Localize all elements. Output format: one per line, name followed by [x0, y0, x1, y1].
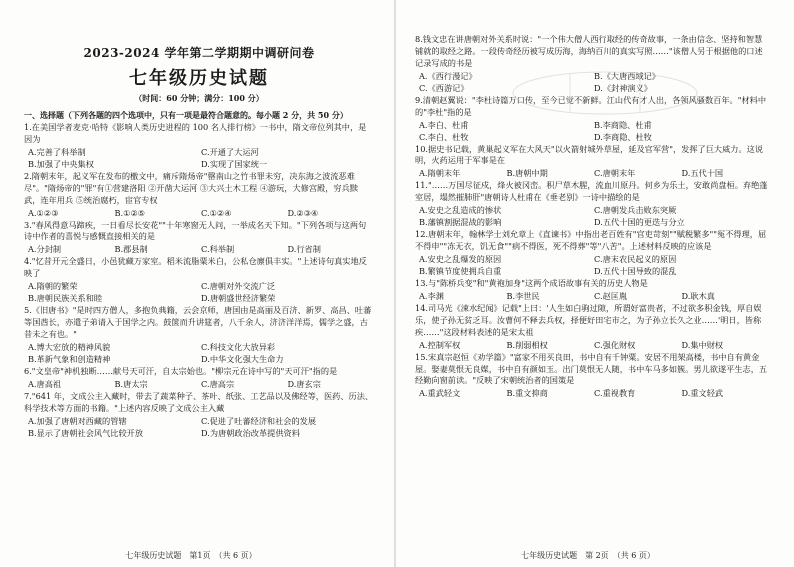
answer-option: A.加强了唐朝对西藏的管辖	[28, 415, 127, 426]
question-stem: 14.司马光《涑水纪闻》记载"上曰：'人生如白驹过隙，所谓好富贵者，不过欲多积金钱，厚自娱乐，使子孙无贫乏耳。汝曹何不释去兵权，择便好田宅市之，为子孙立长久之业……'明日，皆称疾……"这段材料表述的是宋太祖	[415, 302, 762, 337]
answer-option: A.完善了科举制	[28, 146, 86, 157]
answer-option: B.藩镇割据混战的影响	[419, 217, 502, 228]
answer-option: C.李白、杜牧	[419, 131, 469, 142]
footer-right: 七年级历史试题 第 2页 （共 6 页）	[521, 551, 655, 560]
option-group	[24, 207, 374, 219]
answer-option: D.为唐朝政治改革提供资料	[201, 427, 300, 438]
question	[415, 144, 769, 180]
main-title: 七年级历史试题	[129, 68, 269, 89]
answer-option: D.唐玄宗	[287, 378, 321, 389]
left-question-list	[24, 122, 374, 439]
answer-option: B.①②⑤	[114, 207, 146, 218]
question	[415, 303, 769, 351]
option-group	[415, 253, 769, 277]
answer-option: C.唐朝末年	[594, 168, 636, 179]
question	[24, 256, 374, 304]
answer-option: C.开通了大运河	[201, 146, 259, 157]
question	[24, 366, 374, 390]
option-group	[415, 119, 769, 143]
exam-meta: （时间：60 分钟；满分：100 分）	[134, 93, 264, 103]
answer-option: B.唐朝中期	[506, 168, 548, 179]
answer-option: D.唐朝盛世经济繁荣	[201, 293, 276, 304]
answer-option: C.促进了吐蕃经济和社会的发展	[201, 415, 317, 426]
answer-option: C.赵匡胤	[594, 290, 628, 301]
answer-option: A.《西行漫记》	[419, 70, 477, 81]
answer-option: D.五代十国导致的混乱	[594, 265, 677, 276]
question-stem: 3."春风得意马蹄疾，一日看尽长安花""十年寒窗无人问，一举成名天下知。"下列各项与这两句诗中作者的喜悦与感慨直接相关的是	[24, 219, 367, 242]
option-group	[24, 243, 374, 255]
answer-option: B.削弱相权	[506, 339, 548, 350]
answer-option: C.①②④	[201, 207, 232, 218]
answer-option: D.李商隐、杜牧	[594, 131, 652, 142]
answer-option: B.繁镇节度使拥兵自重	[419, 265, 502, 276]
answer-option: C.唐末农民起义的原因	[594, 253, 677, 264]
answer-option: C.重视教育	[594, 388, 636, 399]
answer-option: A.分封制	[28, 244, 62, 255]
answer-option: D.重文轻武	[681, 388, 724, 399]
option-group	[415, 204, 769, 228]
option-group	[415, 339, 769, 351]
answer-option: A.控制军权	[419, 339, 461, 350]
question-stem: 4."忆昔开元全盛日，小邑犹藏万家室。稻米流脂粟米白，公私仓廪俱丰实。"上述诗句真实地反映了	[24, 256, 367, 279]
option-group	[24, 378, 374, 390]
answer-option: C.唐朝对外交流广泛	[201, 281, 276, 292]
question-stem: 6."文皇帝"神机独断……献号天可汗，自太宗始也。"柳宗元在诗中写的"天可汗"指的是	[24, 365, 338, 376]
answer-option: B.《大唐西域记》	[594, 70, 660, 81]
question	[24, 305, 374, 365]
answer-option: C.《西游记》	[419, 82, 469, 93]
question-stem: 12.唐朝末年，翰林学士刘允章上《直谏书》中指出老百姓有"官吏苛刻""赋税繁多""冤不得理，屈不得申""冻无衣，饥无食""病不得医，死不得葬"等"八苦"。上述材料反映的应该是	[415, 229, 767, 252]
option-group	[415, 290, 769, 302]
answer-option: D.②③④	[287, 207, 319, 218]
answer-option: A.博大宏放的精神风貌	[28, 341, 111, 352]
option-group	[24, 415, 374, 439]
answer-option: B.显示了唐朝社会风气比较开放	[28, 427, 144, 438]
question	[415, 352, 769, 400]
question	[24, 171, 374, 219]
answer-option: C.强化财权	[594, 339, 636, 350]
question-stem: 2.隋朝末年，起义军在发布的檄文中，痛斥隋炀帝"罄南山之竹书罪未穷，决东海之波流恶难尽"。"隋炀帝的"罪"有①营建洛阳 ②开凿大运河 ③大兴土木工程 ④游玩，大修宫殿，穷兵黩武，连年用兵 ⑤统治腐朽，宦官专权	[24, 170, 358, 205]
question	[24, 391, 374, 439]
answer-option: B.加强了中央集权	[28, 158, 94, 169]
option-group	[24, 341, 374, 365]
answer-option: A.隋朝的繁荣	[28, 281, 78, 292]
answer-option: D.《封神演义》	[594, 82, 652, 93]
answer-option: D.实现了国家统一	[201, 158, 268, 169]
question	[415, 278, 769, 302]
answer-option: B.革新气象和创造精神	[28, 353, 111, 364]
question-stem: 11."……万国尽征戍，烽火被冈峦。积尸草木腥，流血川原丹。何乡为乐土，安敢尚盘桓。弃绝蓬室居，塌然摧肺肝"唐朝诗人杜甫在《垂老别》一诗中描绘的是	[415, 180, 768, 203]
answer-option: C.唐朝发兵击败东突厥	[594, 205, 677, 216]
page-fold	[394, 0, 396, 567]
answer-option: A.李白、杜甫	[419, 119, 469, 130]
answer-option: A.安史之乱爆发的原因	[419, 253, 502, 264]
question-stem: 8.钱文忠在讲唐朝对外关系时说："一个伟大僧人西行取经的传奇故事，一条由信念、坚持和智慧铺就的取经之路。一段传奇经历被写成历海，海纳百川的真实写照……"该僧人另于根据他的口述记录写成的书是	[415, 34, 763, 68]
answer-option: C.唐高宗	[201, 378, 235, 389]
answer-option: B.李商隐、杜甫	[594, 119, 652, 130]
answer-option: B.唐朝民族关系和睦	[28, 293, 103, 304]
answer-option: D.中华文化强大生命力	[201, 353, 284, 364]
answer-option: C.科举制	[201, 244, 235, 255]
option-group	[24, 146, 374, 170]
answer-option: D.行省制	[287, 244, 321, 255]
faint-seal-stamp	[510, 70, 700, 116]
section-heading: 一、选择题（下列各题的四个选项中，只有一项是最符合题意的。每小题 2 分，共 50 分）	[24, 110, 348, 120]
question-stem: 13.与"陈桥兵变"和"黄袍加身"这两个成语故事有关的历史人物是	[415, 277, 648, 288]
footer-left: 七年级历史试题 第1页 （共 6 页）	[125, 551, 257, 560]
question-stem: 1.在美国学者麦克·哈特《影响人类历史进程的 100 名人排行榜》一书中，隋文帝位列其中，是因为	[24, 122, 367, 144]
question-stem: 10.据史书记载，黄巢起义军在大风天"以火箭射城外草屋，延及官军营"，发挥了巨大威力。这说明，火药运用于军事是在	[415, 143, 764, 166]
answer-option: A.重武轻文	[419, 388, 461, 399]
answer-option: A.李渊	[419, 290, 444, 301]
question	[24, 122, 374, 170]
answer-option: B.李世民	[506, 290, 540, 301]
option-group	[415, 387, 769, 399]
answer-option: A.①②③	[28, 207, 59, 218]
answer-option: D.五代十国	[681, 168, 724, 179]
exam-title: 2023-2024 学年第二学期期中调研问卷	[83, 46, 315, 60]
question	[415, 180, 769, 228]
answer-option: D.耿木真	[681, 290, 715, 301]
answer-option: D.五代十国的更迭与分立	[594, 217, 685, 228]
answer-option: A.安史之乱造成的惨状	[419, 205, 502, 216]
option-group	[415, 167, 769, 179]
question-stem: 5.《旧唐书》"是时四方僧人，多抱负典籍，云会京师，唐国由是高丽及百济、新罗、高昌、吐蕃等国酋长，亦遣子弟请入于国学之内。鼓箧而升讲筵者，八千余人，济济洋洋焉，儒学之盛，古昔未之有也。"	[24, 305, 372, 339]
answer-option: B.郡县制	[114, 244, 148, 255]
question	[415, 229, 769, 277]
answer-option: A.隋朝末年	[419, 168, 461, 179]
answer-option: B.重文抑商	[506, 388, 548, 399]
answer-option: D.集中财权	[681, 339, 724, 350]
question	[24, 220, 374, 256]
option-group	[24, 280, 374, 304]
answer-option: C.科技文化大放异彩	[201, 341, 276, 352]
answer-option: B.唐太宗	[114, 378, 148, 389]
question-stem: 7."641 年，文成公主入藏时，带去了蔬菜种子、茶叶、纸张、工艺品以及佛经等，医药、历法、科学技术等方面的书籍。"上述内容反映了文成公主入藏	[24, 390, 374, 413]
left-page	[0, 0, 382, 567]
question-stem: 9.清朝赵翼说："李杜诗篇万口传，至今已觉不新鲜。江山代有才人出，各领风骚数百年。"材料中的"李杜"指的是	[415, 94, 767, 117]
question-stem: 15.宋真宗赵恒《劝学篇》"富家不用买良田，书中自有千钟粟。安居不用架高楼，书中自有黄金屋。娶妻莫恨无良媒，书中自有颜如玉。出门莫恨无人随，书中车马多如簇。男儿欲遂平生志，五经勤向窗前读。"反映了宋朝统治者的国策是	[415, 351, 768, 386]
answer-option: A.唐高祖	[28, 378, 62, 389]
